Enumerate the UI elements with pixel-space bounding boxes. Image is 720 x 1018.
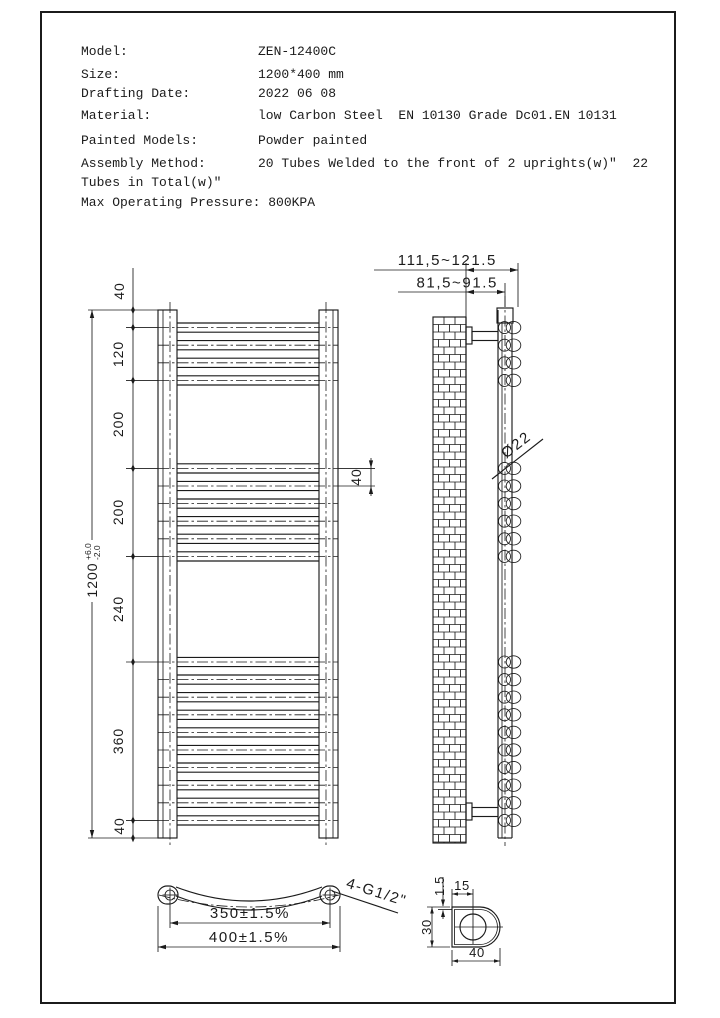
- svg-text:111,5~121.5: 111,5~121.5: [397, 252, 497, 269]
- spec-value: ZEN-12400C: [258, 44, 337, 59]
- seg-dim-40-top: 40: [111, 282, 127, 300]
- svg-text:40: 40: [469, 945, 485, 960]
- front-tubes: [158, 323, 338, 825]
- tube-pitch-dim: [338, 458, 375, 496]
- spec-value: 1200*400 mm: [258, 67, 344, 82]
- front-right-upright: [319, 302, 338, 846]
- svg-text:1200: 1200: [84, 562, 100, 598]
- spec-label: Painted Models:: [81, 133, 199, 148]
- svg-text:+6.0: +6.0: [83, 543, 93, 560]
- spec-value: 20 Tubes Welded to the front of 2 uprights(w)″ 22: [258, 156, 649, 171]
- spec-label: Drafting Date:: [81, 86, 191, 101]
- wall-bracket-top: [466, 327, 498, 344]
- detail-dim-offset: [452, 878, 473, 907]
- svg-text:4-G1/2": 4-G1/2": [344, 874, 409, 910]
- plan-centres-dim: [170, 902, 330, 928]
- seg-dim-40-bottom: 40: [111, 817, 127, 835]
- brick-hatch: [433, 317, 466, 843]
- svg-text:-2.0: -2.0: [92, 545, 102, 560]
- plan-left-cap: [158, 886, 178, 904]
- svg-text:30: 30: [419, 919, 434, 935]
- plan-view: [158, 875, 409, 952]
- wall-bracket-bottom: [466, 803, 498, 820]
- seg-dim-200a: 200: [110, 410, 126, 438]
- connection-callout: [332, 875, 409, 913]
- svg-text:40: 40: [348, 468, 364, 486]
- detail-dim-height: [419, 907, 450, 947]
- seg-dim-240: 240: [110, 595, 126, 623]
- svg-text:Ø22: Ø22: [498, 428, 535, 462]
- spec-label: Material:: [81, 108, 152, 123]
- detail-dim-width: [452, 945, 500, 966]
- spec-value: Powder painted: [258, 133, 368, 148]
- svg-text:400±1.5%: 400±1.5%: [208, 929, 290, 946]
- spec-value: low Carbon Steel EN 10130 Grade Dc01.EN 10131: [258, 108, 617, 123]
- seg-dim-200b: 200: [110, 498, 126, 526]
- detail-dim-wall: [432, 876, 452, 919]
- wall-offset-dim-inner: [398, 275, 505, 295]
- overall-dim-label: [82, 540, 102, 602]
- front-view: [82, 268, 375, 846]
- spec-label: Model:: [81, 44, 128, 59]
- spec-label: Size:: [81, 67, 121, 82]
- svg-text:81,5~91.5: 81,5~91.5: [416, 274, 498, 292]
- wall-offset-dim-outer: [374, 252, 518, 272]
- svg-text:350±1.5%: 350±1.5%: [209, 905, 291, 922]
- spec-continuation: Tubes in Total(w)″: [81, 175, 222, 190]
- front-left-upright: [158, 302, 177, 846]
- svg-text:15: 15: [454, 878, 470, 893]
- upright-section-detail: [419, 876, 503, 966]
- svg-text:1.5: 1.5: [432, 876, 447, 896]
- side-view: [374, 252, 543, 846]
- spec-pressure: Max Operating Pressure: 800KPA: [81, 195, 316, 210]
- plan-right-cap: [320, 886, 340, 904]
- spec-value: 2022 06 08: [258, 86, 337, 101]
- spec-label: Assembly Method:: [81, 156, 206, 171]
- seg-dim-360: 360: [110, 727, 126, 755]
- seg-dim-120: 120: [110, 340, 126, 368]
